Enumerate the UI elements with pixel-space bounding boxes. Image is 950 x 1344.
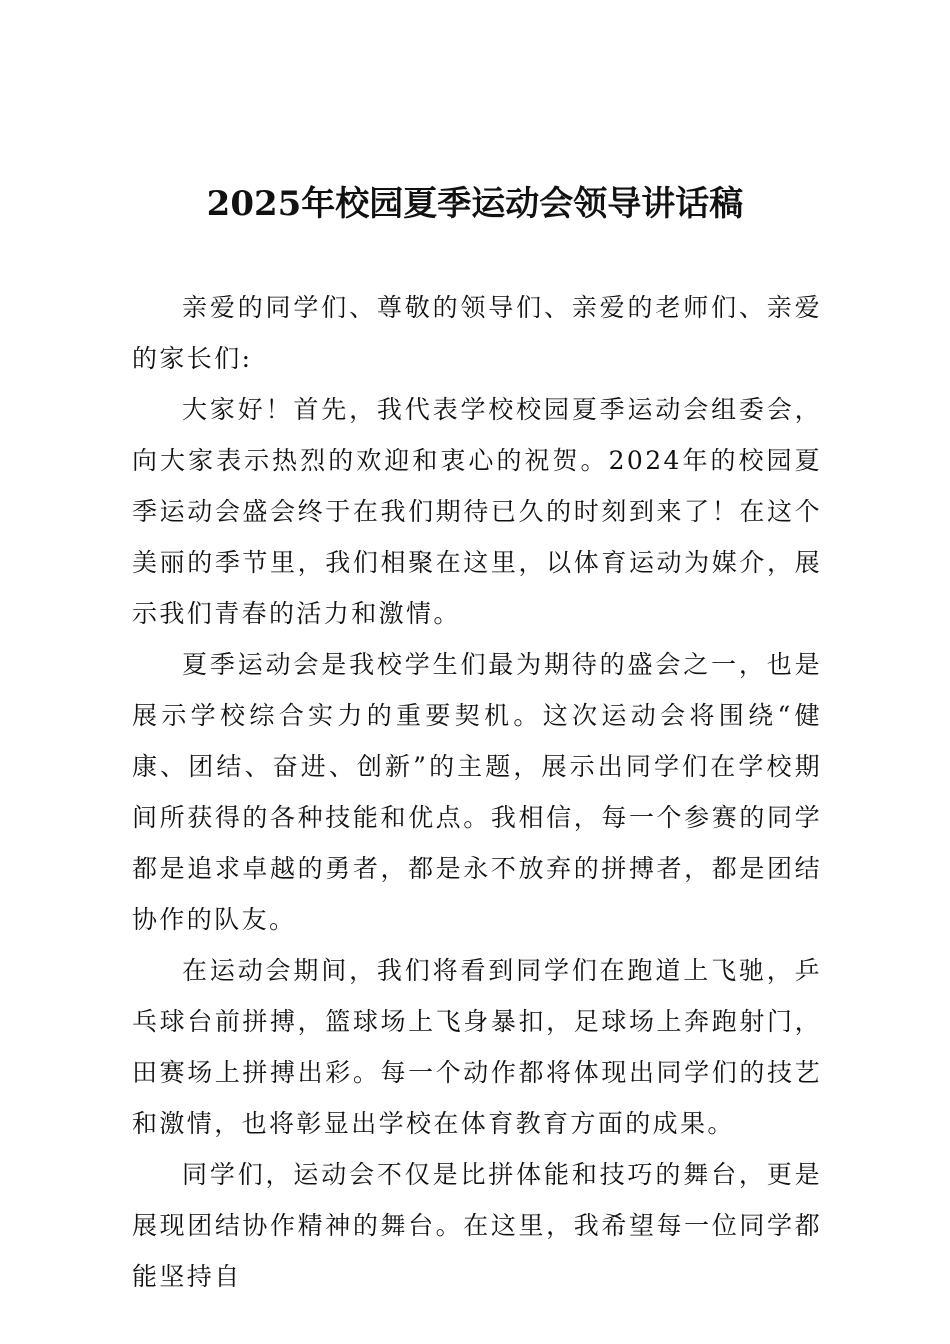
paragraph-teamwork: 同学们，运动会不仅是比拼体能和技巧的舞台，更是展现团结协作精神的舞台。在这里，我希望每一位同学都能坚持自 <box>132 1160 822 1291</box>
paragraph-events: 在运动会期间，我们将看到同学们在跑道上飞驰，乒乓球台前拼搏，篮球场上飞身暴扣，足球场上奔跑射门，田赛场上拼搏出彩。每一个动作都将体现出同学们的技艺和激情，也将彰显出学校在体育教育方面的成果。 <box>132 956 822 1138</box>
paragraph-theme: 夏季运动会是我校学生们最为期待的盛会之一，也是展示学校综合实力的重要契机。这次运动会将围绕“健康、团结、奋进、创新”的主题，展示出同学们在学校期间所获得的各种技能和优点。我相信，每一个参赛的同学都是追求卓越的勇者，都是永不放弃的拼搏者，都是团结协作的队友。 <box>132 650 822 934</box>
paragraph-greeting: 大家好！首先，我代表学校校园夏季运动会组委会，向大家表示热烈的欢迎和衷心的祝贺。2024年的校园夏季运动会盛会终于在我们期待已久的时刻到来了！在这个美丽的季节里，我们相聚在这里，以体育运动为媒介，展示我们青春的活力和激情。 <box>132 395 822 628</box>
document-title: 2025年校园夏季运动会领导讲话稿 <box>206 184 744 224</box>
paragraph-salutation: 亲爱的同学们、尊敬的领导们、亲爱的老师们、亲爱的家长们: <box>132 293 822 373</box>
document-body <box>132 282 822 1302</box>
